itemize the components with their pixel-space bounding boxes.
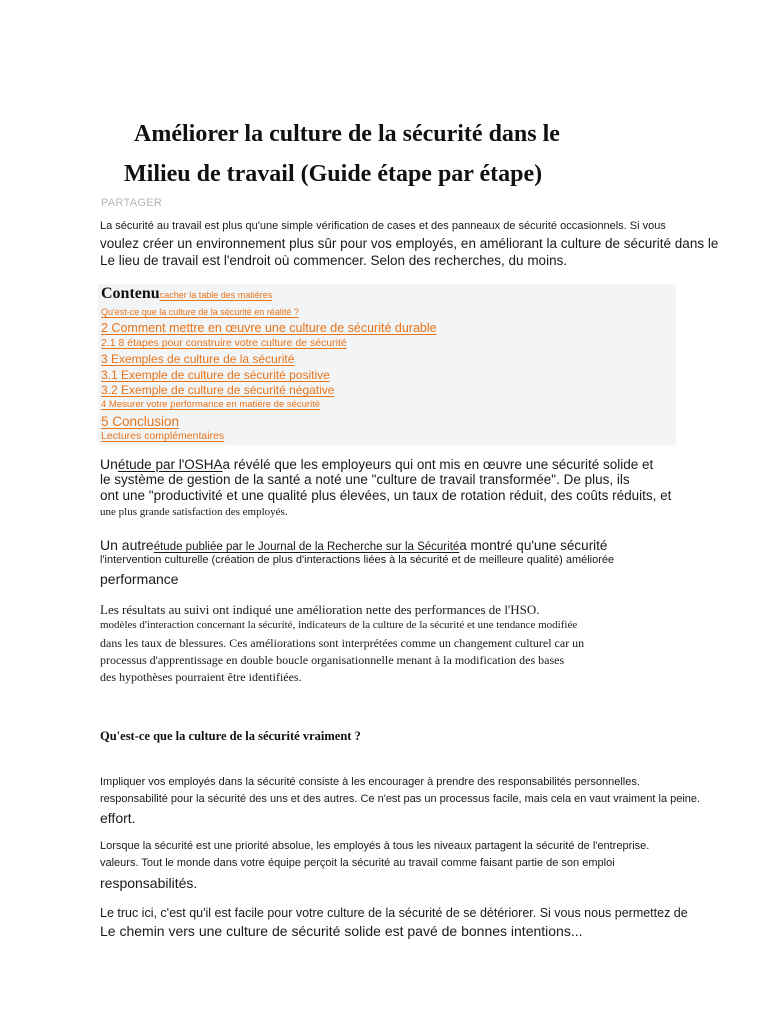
section-p2-line: responsabilités.: [100, 875, 198, 891]
share-link[interactable]: PARTAGER: [101, 197, 163, 209]
intro-line: Le lieu de travail est l'endroit où commencer. Selon des recherches, du moins.: [100, 253, 568, 268]
journal-line-1-rest: a montré qu'une sécurité: [459, 538, 608, 553]
toc-item[interactable]: 2.1 8 étapes pour construire votre culture de sécurité: [101, 337, 347, 349]
journal-study-link[interactable]: étude publiée par le Journal de la Recherche sur la Sécurité: [153, 541, 460, 553]
toc-hide-link[interactable]: cacher la table des matières: [159, 290, 273, 300]
results-line: Les résultats au suivi ont indiqué une amélioration nette des performances de l'HSO.: [100, 602, 540, 617]
osha-line: ont une "productivité et une qualité plus élevées, un taux de rotation réduit, des coûts réduits, et: [100, 488, 672, 503]
toc-item[interactable]: 3.2 Exemple de culture de sécurité négative: [101, 383, 335, 397]
journal-line: l'intervention culturelle (création de plus d'interactions liées à la sécurité et de meilleure qualité) améliorée: [100, 554, 615, 566]
toc-item[interactable]: Lectures complémentaires: [101, 430, 225, 442]
toc-item[interactable]: 3 Exemples de culture de la sécurité: [101, 352, 295, 366]
osha-line: le système de gestion de la santé a noté une "culture de travail transformée". De plus, ils: [100, 472, 630, 487]
toc-item[interactable]: 5 Conclusion: [101, 414, 180, 429]
journal-line: performance: [100, 571, 179, 587]
results-line: modèles d'interaction concernant la sécurité, indicateurs de la culture de la sécurité et une tendance modifiée: [100, 619, 578, 631]
results-line: dans les taux de blessures. Ces améliorations sont interprétées comme un changement culturel car un: [100, 636, 585, 650]
section-p1-line: Impliquer vos employés dans la sécurité consiste à les encourager à prendre des responsabilités personnelles.: [100, 776, 640, 788]
journal-prefix: Un autre: [100, 537, 154, 553]
article-title-line-2: Milieu de travail (Guide étape par étape): [124, 161, 543, 187]
toc-item[interactable]: Qu'est-ce que la culture de la sécurité en réalité ?: [101, 307, 299, 317]
results-line: processus d'apprentissage en double boucle organisationnelle menant à la modification des bases: [100, 653, 565, 667]
intro-line: voulez créer un environnement plus sûr pour vos employés, en améliorant la culture de sécurité dans le: [100, 236, 719, 251]
section-p1-line: responsabilité pour la sécurité des uns et des autres. Ce n'est pas un processus facile, mais cela en vaut vraiment la peine.: [100, 793, 701, 805]
section-heading: Qu'est-ce que la culture de la sécurité vraiment ?: [100, 729, 361, 743]
section-p3-line: Le chemin vers une culture de sécurité solide est pavé de bonnes intentions...: [100, 923, 583, 939]
osha-line: une plus grande satisfaction des employés.: [100, 506, 288, 518]
toc-heading: Contenu: [101, 285, 160, 302]
section-p2-line: valeurs. Tout le monde dans votre équipe perçoit la sécurité au travail comme faisant partie de son emploi: [100, 857, 615, 869]
toc-item[interactable]: 3.1 Exemple de culture de sécurité positive: [101, 368, 330, 382]
toc-item[interactable]: 2 Comment mettre en œuvre une culture de sécurité durable: [101, 321, 437, 335]
osha-study-link[interactable]: étude par l'OSHA: [117, 457, 223, 472]
toc-item[interactable]: 4 Mesurer votre performance en matière de sécurité: [101, 399, 321, 410]
toc-header: [101, 285, 272, 303]
osha-prefix: Un: [100, 456, 118, 472]
osha-line-1: [100, 456, 653, 472]
section-p2-line: Lorsque la sécurité est une priorité absolue, les employés à tous les niveaux partagent la sécurité de l'entreprise.: [100, 840, 650, 852]
osha-line-1-rest: a révélé que les employeurs qui ont mis en œuvre une sécurité solide et: [222, 457, 654, 472]
section-p1-line: effort.: [100, 810, 136, 826]
results-line: des hypothèses pourraient être identifiées.: [100, 670, 302, 684]
article-title-line-1: Améliorer la culture de la sécurité dans le: [134, 121, 560, 147]
section-p3-line: Le truc ici, c'est qu'il est facile pour votre culture de la sécurité de se détériorer. Si vous nous permettez de: [100, 906, 688, 920]
journal-line-1: [100, 537, 607, 555]
intro-line: La sécurité au travail est plus qu'une simple vérification de cases et des panneaux de sécurité occasionnels. Si vous: [100, 220, 666, 232]
